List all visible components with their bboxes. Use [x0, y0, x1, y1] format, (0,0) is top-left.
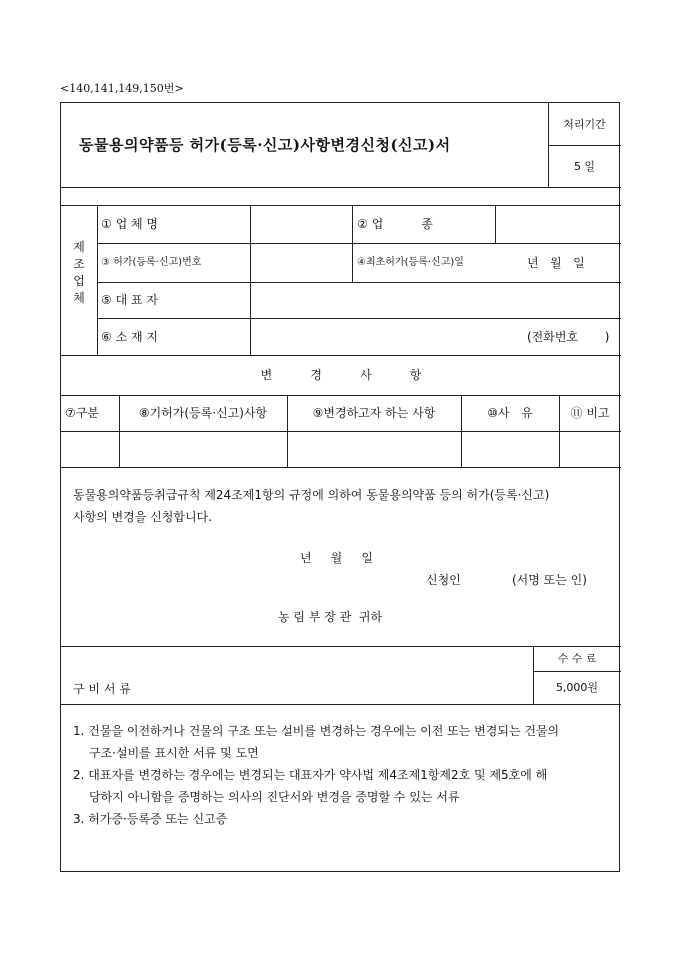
application-form — [60, 102, 620, 872]
applicant-label: 신청인 — [426, 573, 461, 587]
manufacturer-group-label: 제 조 업 체 — [73, 240, 85, 305]
recipient: 농 림 부 장 관 귀하 — [278, 610, 383, 624]
document-item-1-line-1: 1. 건물을 이전하거나 건물의 구조 또는 설비를 변경하는 경우에는 이전 또는 변경되는 건물의 — [73, 724, 560, 738]
statement-line-1: 동물용의약품등취급규칙 제24조제1항의 규정에 의하여 동물용의약품 등의 허가(등록·신고) — [73, 488, 550, 502]
representative-field[interactable] — [251, 283, 620, 317]
documents-label: 구 비 서 류 — [73, 682, 131, 696]
column-header-remarks: ⑪ 비고 — [570, 406, 610, 420]
business-type-label: ② 업 종 — [357, 217, 433, 231]
form-title: 동물용의약품등 허가(등록·신고)사항변경신청(신고)서 — [79, 136, 451, 154]
category-cell[interactable] — [62, 432, 118, 466]
phone-label: (전화번호 ) — [527, 330, 610, 344]
divider — [61, 646, 621, 647]
fee-label: 수 수 료 — [557, 652, 597, 665]
document-item-2-line-2: 당하지 아니함을 증명하는 의사의 진단서와 변경을 증명할 수 있는 서류 — [89, 790, 460, 804]
previous-cell[interactable] — [120, 432, 286, 466]
divider — [61, 395, 621, 396]
divider — [61, 467, 621, 468]
statement-line-2: 사항의 변경을 신청합니다. — [73, 510, 212, 524]
document-item-1-line-2: 구조·설비를 표시한 서류 및 도면 — [89, 746, 259, 760]
business-type-field[interactable] — [496, 206, 620, 242]
new-cell[interactable] — [288, 432, 460, 466]
fee-value: 5,000원 — [555, 681, 599, 694]
divider — [61, 355, 621, 356]
form-number: <140,141,149,150번> — [60, 82, 184, 95]
divider — [548, 145, 621, 146]
location-label: ⑥ 소 재 지 — [101, 330, 158, 344]
business-name-label: ① 업 체 명 — [101, 217, 158, 231]
location-field[interactable] — [251, 319, 511, 354]
business-name-field[interactable] — [251, 206, 351, 242]
divider — [61, 187, 621, 188]
column-header-reason: ⑩사 유 — [487, 406, 533, 420]
processing-period-value: 5 일 — [573, 160, 596, 173]
license-number-label: ③ 허가(등록·신고)번호 — [101, 257, 202, 268]
initial-license-date-value[interactable]: 년 월 일 — [527, 256, 585, 270]
divider — [533, 671, 621, 672]
application-date[interactable]: 년 월 일 — [300, 551, 373, 565]
reason-cell[interactable] — [462, 432, 558, 466]
remarks-cell[interactable] — [560, 432, 620, 466]
column-header-new: ⑨변경하고자 하는 사항 — [312, 406, 436, 420]
representative-label: ⑤ 대 표 자 — [101, 293, 158, 307]
initial-license-date-label: ④최초허가(등록·신고)일 — [357, 257, 464, 268]
processing-period-label: 처리기간 — [563, 118, 606, 131]
column-header-previous: ⑧기허가(등록·신고)사항 — [138, 406, 268, 420]
column-header-category: ⑦구분 — [65, 406, 99, 420]
divider — [97, 243, 621, 244]
divider — [97, 205, 98, 355]
changes-section-title: 변 경 사 항 — [260, 368, 422, 382]
signature-label: (서명 또는 인) — [512, 573, 587, 587]
license-number-field[interactable] — [251, 244, 351, 281]
document-item-2-line-1: 2. 대표자를 변경하는 경우에는 변경되는 대표자가 약사법 제4조제1항제2호 및 제5호에 해 — [73, 768, 548, 782]
divider — [61, 704, 621, 705]
document-item-3-line-1: 3. 허가증·등록증 또는 신고증 — [73, 812, 228, 826]
